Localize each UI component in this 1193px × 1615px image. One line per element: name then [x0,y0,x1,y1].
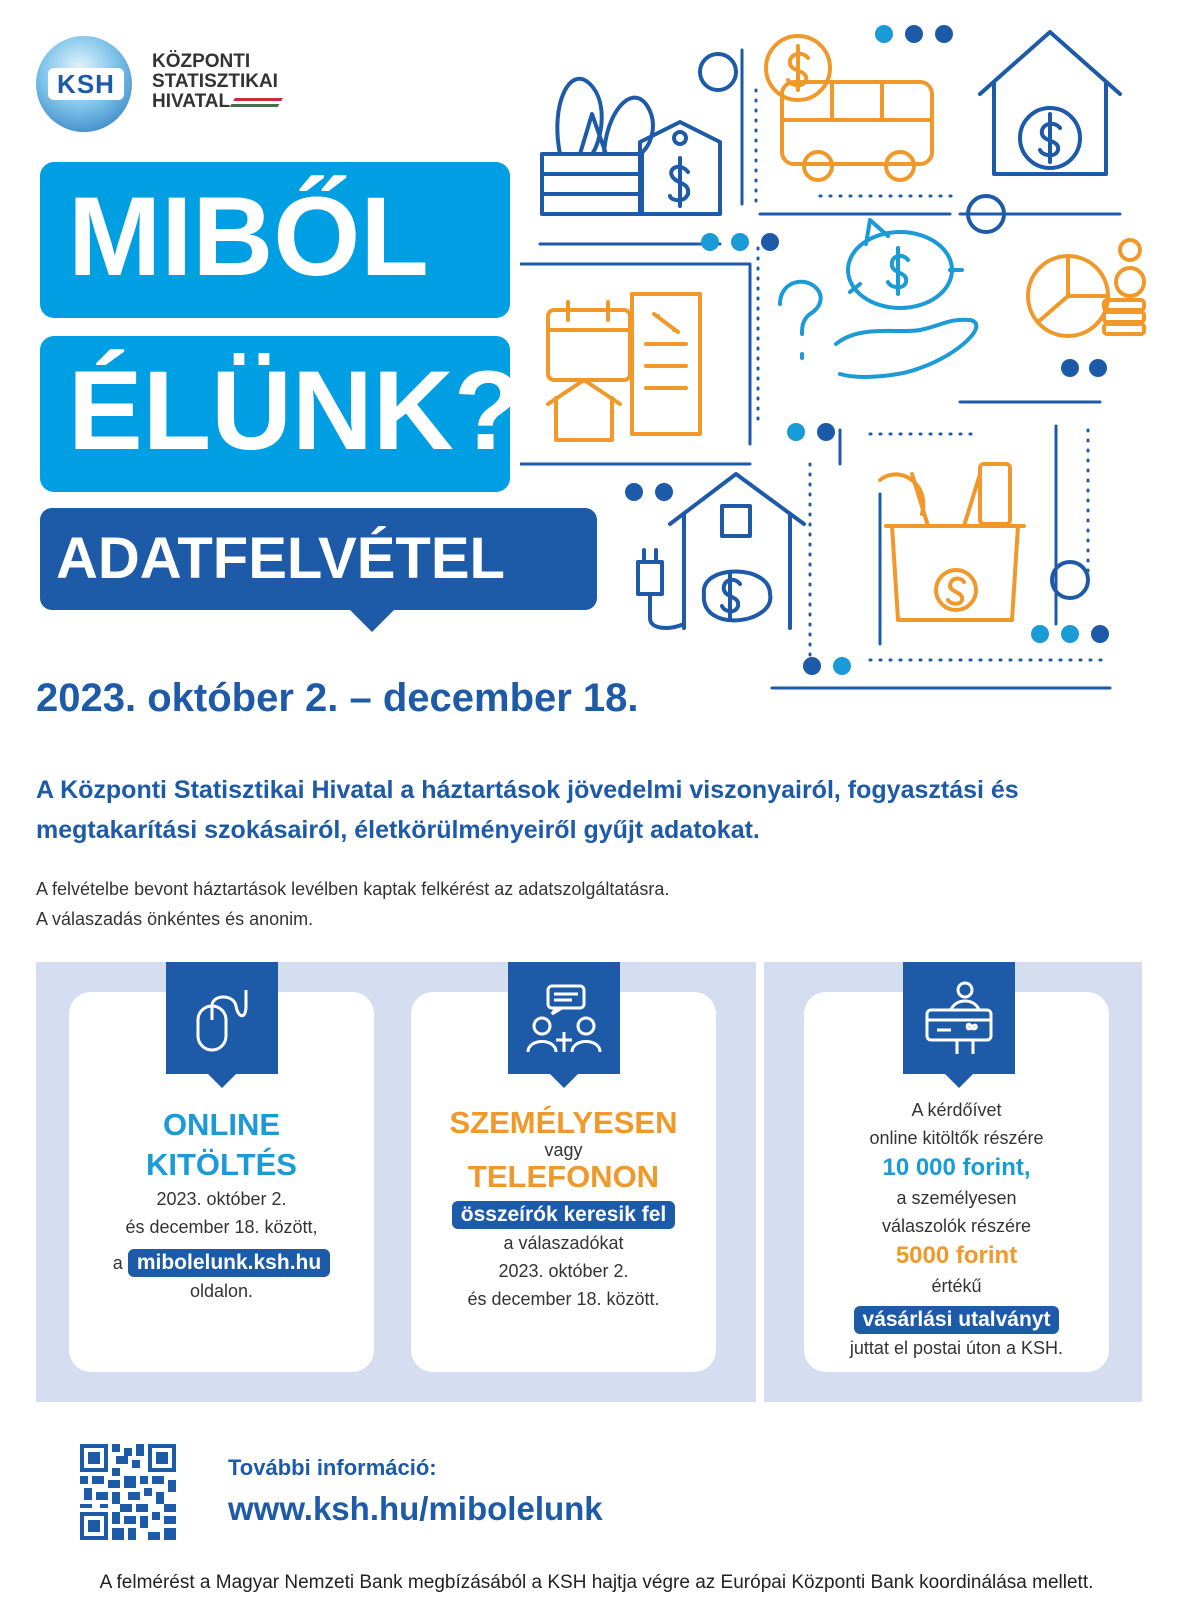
online-card: ONLINE KITÖLTÉS 2023. október 2. és december 18. között, a mibolelunk.ksh.hu oldalon. [69,992,374,1372]
footer-note: A felmérést a Magyar Nemzeti Bank megbízásából a KSH hajtja végre az Európai Központi Bank koordinálása mellett. [99,1572,1094,1593]
personal-card: SZEMÉLYESEN vagy TELEFONON összeírók keresik fel a válaszadókat 2023. október 2. és december 18. között. [411,992,716,1372]
phone-title: TELEFONON [467,1159,660,1194]
survey-url-pill[interactable]: mibolelunk.ksh.hu [128,1249,330,1277]
voucher-icon [921,976,997,1060]
online-reward-amount: 10 000 forint, [882,1154,1031,1181]
subtitle-pointer [346,606,398,632]
interview-icon [526,976,602,1060]
decorative-lines [520,50,1120,688]
personal-tab [508,962,620,1074]
more-info-label: További információ: [228,1455,437,1480]
online-tab [166,962,278,1074]
title-line-2: ÉLÜNK? [40,336,510,492]
decorative-circles [625,25,1109,675]
survey-date-range: 2023. október 2. – december 18. [36,676,639,720]
lead-paragraph: A Központi Statisztikai Hivatal a háztartások jövedelmi viszonyairól, fogyasztási és megtakarítási szokásairól, életkörülményeiről gyűjt adatokat. [36,776,1019,844]
pie-chart-coins-icon [1028,256,1144,336]
groceries-price-tag-icon [542,79,720,214]
household-finance-illustration [520,24,1180,724]
qr-code[interactable] [80,1444,176,1540]
house-coin-icon [980,32,1120,174]
online-title-2: KITÖLTÉS [146,1147,297,1182]
note-paragraph: A felvételbe bevont háztartások levélben kaptak felkérést az adatszolgáltatásra. A válaszadás önkéntes és anonim. [36,879,670,929]
bills-calendar-icon [548,294,700,440]
logo-abbr: KSH [48,68,124,100]
piggy-bank-hand-icon [780,220,976,377]
bus-coin-icon [766,36,932,180]
reward-tab [903,962,1015,1074]
reward-card: A kérdőívet online kitöltők részére 10 000 forint, a személyesen válaszolók részére 5000 forint értékű vásárlási utalványt juttat el postai úton a KSH. [804,992,1109,1372]
flag-stripe-icon [229,98,283,108]
title-line-1: MIBŐL [40,162,510,318]
personal-reward-amount: 5000 forint [895,1242,1018,1269]
ksh-logo [36,36,296,132]
mouse-icon [184,976,260,1060]
online-title-1: ONLINE [162,1107,281,1142]
subtitle-banner: ADATFELVÉTEL [40,508,597,610]
shopping-basket-icon [880,464,1024,620]
voucher-pill: vásárlási utalványt [854,1306,1060,1334]
personal-title: SZEMÉLYESEN [449,1105,678,1140]
logo-text: KÖZPONTI STATISZTIKAI HIVATAL [152,51,278,112]
more-info-link[interactable]: www.ksh.hu/mibolelunk [228,1490,603,1527]
interviewer-pill: összeírók keresik fel [452,1201,675,1229]
